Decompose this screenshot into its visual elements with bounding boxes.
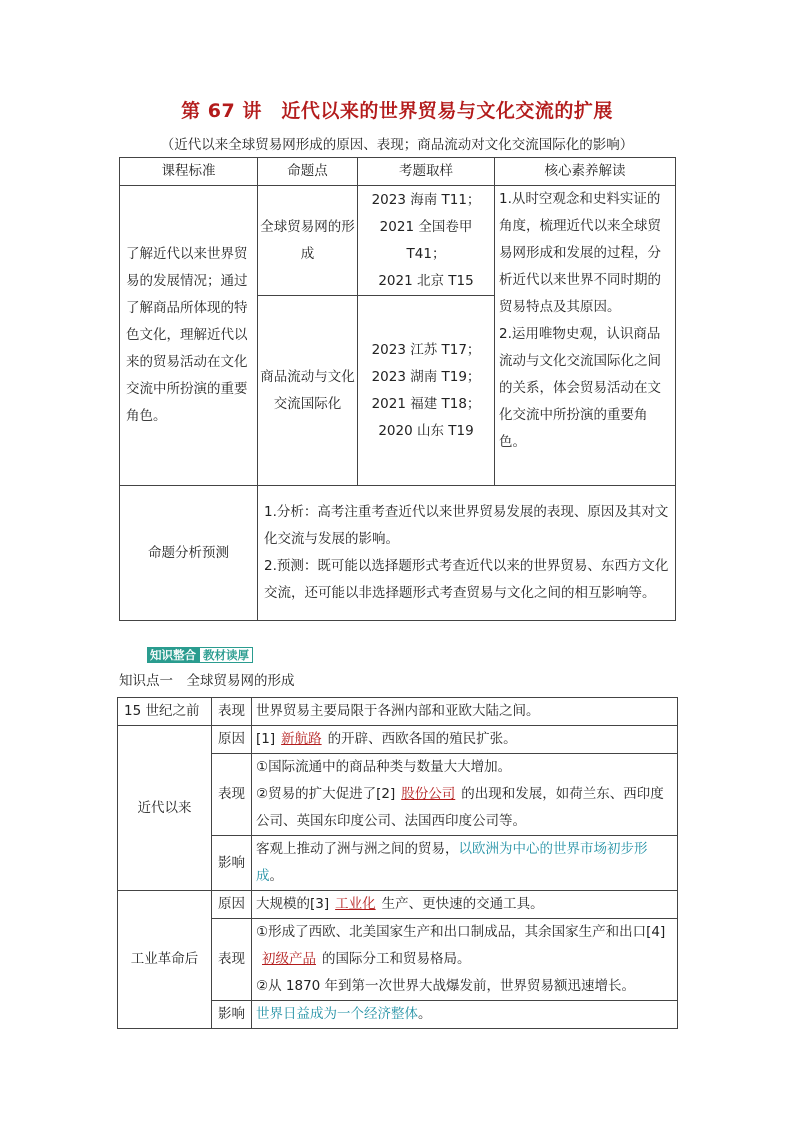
prediction-analysis: 1.分析：高考注重考查近代以来世界贸易发展的表现、原因及其对文化交流与发展的影响。	[264, 504, 669, 547]
knowledge-heading: 知识点一 全球贸易网的形成	[119, 673, 295, 689]
blank-number: [1]	[256, 731, 276, 747]
text-line: ②从 1870 年到第一次世界大战爆发前，世界贸易额迅速增长。	[256, 978, 636, 994]
highlight-text: 世界日益成为一个经济整体	[256, 1006, 418, 1022]
overview-header-row	[120, 158, 676, 186]
era-pre15-text: 世界贸易主要局限于各洲内部和亚欧大陆之间。	[252, 698, 678, 726]
label-effect: 影响	[212, 1001, 252, 1029]
prediction-label: 命题分析预测	[120, 486, 258, 621]
label-show: 表现	[212, 919, 252, 1001]
answer-blank-2: 股份公司	[401, 786, 456, 802]
answer-blank-3: 工业化	[335, 896, 376, 912]
exam-example: 2021 北京 T15	[378, 272, 474, 289]
exam-example: 2020 山东 T19	[378, 422, 474, 439]
exam-examples-2	[358, 296, 495, 486]
exam-example: T41；	[406, 245, 446, 262]
exam-example: 2021 全国卷甲	[379, 218, 473, 235]
text-span: 的国际分工和贸易格局。	[322, 951, 471, 967]
text-line: ①国际流通中的商品种类与数量大大增加。	[256, 759, 512, 775]
text-span: 生产、更快速的交通工具。	[381, 896, 544, 912]
text-span: 客观上推动了洲与洲之间的贸易，	[256, 841, 459, 857]
era-modern: 近代以来	[118, 726, 212, 891]
header-core: 核心素养解读	[495, 158, 676, 186]
header-examples: 考题取样	[358, 158, 495, 186]
exam-example: 2023 海南 T11；	[371, 191, 481, 208]
tag-textbook-reading: 教材读厚	[199, 647, 253, 663]
text-span: 。	[418, 1006, 432, 1022]
era-pre15: 15 世纪之前	[118, 698, 212, 726]
highlight-text: 以欧洲为中心的世界市场初步形成	[256, 841, 648, 884]
answer-blank-4: 初级产品	[262, 951, 316, 967]
text-line	[256, 781, 673, 835]
exam-example: 2023 湖南 T19；	[371, 368, 481, 385]
label-show: 表现	[212, 698, 252, 726]
header-point: 命题点	[258, 158, 358, 186]
text-line	[256, 919, 673, 973]
header-standard: 课程标准	[120, 158, 258, 186]
overview-table	[119, 157, 676, 621]
label-effect: 影响	[212, 836, 252, 891]
exam-example: 2023 江苏 T17；	[371, 341, 481, 358]
text-span: ①形成了西欧、北美国家生产和出口制成品，其余国家生产和出口[4]	[256, 924, 666, 940]
text-span: ②贸易的扩大促进了[2]	[256, 786, 396, 802]
page-subtitle: （近代以来全球贸易网形成的原因、表现；商品流动对文化交流国际化的影响）	[160, 137, 634, 153]
core-item-2: 2.运用唯物史观，认识商品流动与文化交流国际化之间的关系，体会贸易活动在文化交流中所扮演的重要角色。	[499, 326, 661, 450]
proposition-point-1: 全球贸易网的形成	[258, 186, 358, 296]
label-show: 表现	[212, 754, 252, 836]
exam-examples-1	[358, 186, 495, 296]
exam-example: 2021 福建 T18；	[371, 395, 481, 412]
answer-blank-1: 新航路	[281, 731, 322, 747]
prediction-forecast: 2.预测：既可能以选择题形式考查近代以来的世界贸易、东西方文化交流，还可能以非选择题形式考查贸易与文化之间的相互影响等。	[264, 558, 669, 601]
text-span: 大规模的[3]	[256, 896, 330, 912]
text-span: 。	[269, 868, 283, 884]
course-standard: 了解近代以来世界贸易的发展情况；通过了解商品所体现的特色文化，理解近代以来的贸易活动在文化交流中所扮演的重要角色。	[120, 186, 258, 486]
prediction-text	[258, 486, 676, 621]
knowledge-table	[117, 697, 678, 1029]
core-literacy	[495, 186, 676, 486]
era-industrial-cause	[252, 891, 678, 919]
label-cause: 原因	[212, 891, 252, 919]
core-item-1: 1.从时空观念和史料实证的角度，梳理近代以来全球贸易网形成和发展的过程，分析近代以来世界不同时期的贸易特点及其原因。	[499, 191, 661, 315]
text-span: 的开辟、西欧各国的殖民扩张。	[327, 731, 517, 747]
era-modern-effect	[252, 836, 678, 891]
page-title: 第 67 讲 近代以来的世界贸易与文化交流的扩展	[181, 100, 613, 122]
label-cause: 原因	[212, 726, 252, 754]
era-industrial-effect	[252, 1001, 678, 1029]
era-modern-cause	[252, 726, 678, 754]
tag-knowledge-integration: 知识整合	[147, 647, 199, 663]
era-modern-show	[252, 754, 678, 836]
proposition-point-2: 商品流动与文化交流国际化	[258, 296, 358, 486]
era-industrial-show	[252, 919, 678, 1001]
section-tags	[147, 647, 253, 663]
era-industrial: 工业革命后	[118, 891, 212, 1029]
text-span: 的出现和发展，如荷兰东、西印度公司、英国东印度公司、法国西印度公司等。	[256, 786, 664, 829]
